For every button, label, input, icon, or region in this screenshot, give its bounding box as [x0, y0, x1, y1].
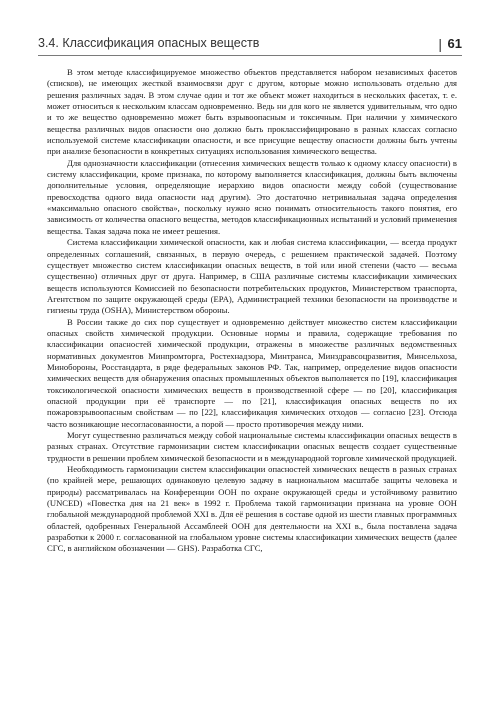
- page-number: 61: [447, 36, 462, 51]
- paragraph: В России также до сих пор существует и одновременно действует множество систем классификации опасных свойств химической продукции. Основные нормы и правила, содержащие требования по классификации опасностей химической продукции, отражены в множестве различных ведомственных нормативных документов Минпромторга, Ростехнадзора, Минтранса, Минздравсоцразвития, Минсельхоза, Минобороны, Росстандарта, в ряде федеральных законов РФ. Так, например, определение видов опасности химических веществ для обнаружения опасных промышленных объектов выполняется по [19], классификация токсикологической опасности химических веществ в производственной сфере — по [20], классификация опасной продукции при её транспорте — по [21], классификация опасных веществ по их пожаровзрывоопасным свойствам — по [22], классификация химических отходов — согласно [23]. Отсюда часто возникающие несогласованности, а порой — просто противоречия между ними.: [47, 316, 457, 429]
- paragraph: В этом методе классифицируемое множество объектов представляется набором независимых фасетов (списков), не имеющих жесткой взаимосвязи друг с другом, которые можно использовать отдельно для решения различных задач. В этом случае один и тот же объект может находиться в нескольких фасетах, т. е. может относиться к нескольким классам одновременно. Ведь ни для кого не является удивительным, что одно и то же вещество одновременно может быть взрывоопасным и токсичным. При наличии у химического вещества различных видов опасности оно должно быть проклассифицировано в разных классах согласно используемой системе классификации опасности, и все присущие веществу опасности должны быть учтены при анализе безопасности в конкретных ситуациях использования химического вещества.: [47, 67, 457, 157]
- running-header: [38, 33, 462, 56]
- section-title: 3.4. Классификация опасных веществ: [38, 36, 260, 50]
- paragraph: Для однозначности классификации (отнесения химических веществ только к одному классу опасности) в систему классификации, кроме признака, по которому выполняется классификация, должны быть включены дополнительные условия, определяющие иерархию видов опасности между собой (существование превосходства одного вида опасности над другим). Это достаточно нетривиальная задача определения «максимально опасного свойства», поскольку нужно ясно понимать относительность такого понятия, его зависимость от количества опасного вещества, методов классификационных испытаний и условий применения вещества. Такая задача пока не имеет решения.: [47, 157, 457, 236]
- header-separator: |: [438, 36, 442, 52]
- paragraph: Необходимость гармонизации систем классификации опасностей химических веществ в разных странах (по крайней мере, решающих одинаковую целевую задачу в национальном масштабе защиты человека и природы) рассматривалась на Конференции ООН по охране окружающей среды и устойчивому развитию (UNCED) «Повестка дня на 21 век» в 1992 г. Проблема такой гармонизации признана на уровне ООН глобальной международной проблемой XXI в. Для её решения в составе одной из шести главных программных областей, одобренных Генеральной Ассамблеей ООН для деятельности на XXI в., была поставлена задача разработки к 2000 г. согласованной на глобальном уровне системы классификации химических веществ (далее СГС, в английском обозначении — GHS). Разработка СГС,: [47, 464, 457, 554]
- paragraph: Могут существенно различаться между собой национальные системы классификации опасных веществ в разных странах. Отсутствие гармонизации систем классификации опасных веществ создает существенные трудности в решении проблем химической безопасности и в международной торговле химической продукцией.: [47, 430, 457, 463]
- paragraph: Система классификации химической опасности, как и любая система классификации, — всегда продукт определенных соглашений, связанных, в первую очередь, с решением практической задачей. Поэтому существует множество систем классификации опасных веществ, в той или иной степени (часто — весьма существенно) отличных друг от друга. Например, в США различные системы классификации химических веществ используются Комиссией по безопасности потребительских продуктов, Министерством транспорта, Агентством по защите окружающей среды (EPA), Администрацией техники безопасности на производстве и гигиены труда (OSHA), Министерством обороны.: [47, 237, 457, 316]
- body-text: [47, 67, 457, 555]
